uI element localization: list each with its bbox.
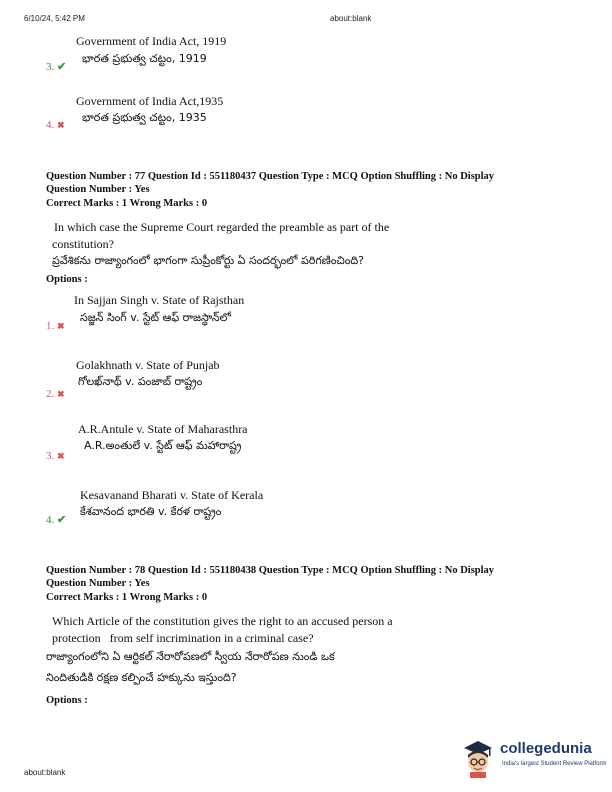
q78-question-te-line1: రాజ్యాంగంలోని ఏ ఆర్టికల్ నేరారోపణలో స్వీయ నేరారోపణ నుండి ఒక [46, 650, 335, 663]
q77-option-2-number [46, 388, 65, 400]
collegedunia-logo [460, 738, 610, 778]
q77-option-3-en: A.R.Antule v. State of Maharasthra [78, 422, 248, 436]
q78-meta-line2: Question Number : Yes [46, 578, 150, 589]
print-footer-url: about:blank [24, 768, 66, 777]
q78-meta-line1: Question Number : 78 Question Id : 551180438 Question Type : MCQ Option Shuffling : No Display [46, 565, 495, 576]
q77-question-te: ప్రవేశికను రాజ్యాంగంలో భాగంగా సుప్రీంకోర్టు ఏ సందర్భంలో పరిగణించింది? [52, 254, 365, 267]
cross-icon: ✖ [57, 389, 65, 399]
option-number: 3. [46, 61, 55, 73]
q77-option-2-en: Golakhnath v. State of Punjab [76, 358, 220, 372]
q77-option-4-te: కేశవానంద భారతి v. కేరళ రాష్ట్రం [80, 505, 222, 518]
q77-option-2-te: గోలఖ్‌నాథ్ v. పంజాబ్ రాష్ట్రం [78, 375, 203, 388]
cross-icon: ✖ [57, 321, 65, 331]
prev-option-3-te: భారత ప్రభుత్వ చట్టం, 1919 [82, 52, 207, 65]
prev-option-4-number [46, 119, 65, 131]
q77-option-3-number [46, 450, 65, 462]
q78-question-en-line2: protection from self incrimination in a criminal case? [52, 631, 314, 645]
q77-marks: Correct Marks : 1 Wrong Marks : 0 [46, 198, 208, 209]
q78-marks: Correct Marks : 1 Wrong Marks : 0 [46, 592, 208, 603]
option-number: 2. [46, 388, 55, 400]
check-icon: ✔ [57, 514, 67, 526]
prev-option-3-en: Government of India Act, 1919 [76, 34, 227, 48]
option-number: 4. [46, 514, 55, 526]
check-icon: ✔ [57, 61, 67, 73]
q77-options-label: Options : [46, 274, 88, 285]
print-url: about:blank [330, 14, 372, 23]
option-number: 1. [46, 320, 55, 332]
q77-meta-line2: Question Number : Yes [46, 184, 150, 195]
q78-options-label: Options : [46, 695, 88, 706]
prev-option-3-number [46, 60, 66, 73]
q77-meta-line1: Question Number : 77 Question Id : 551180437 Question Type : MCQ Option Shuffling : No Display [46, 171, 495, 182]
logo-tagline: India's largest Student Review Platform [502, 761, 607, 767]
q77-option-1-en: In Sajjan Singh v. State of Rajsthan [74, 293, 245, 307]
q77-question-en-line2: constitution? [52, 237, 114, 251]
mascot-icon [460, 738, 496, 778]
prev-option-4-te: భారత ప్రభుత్వ చట్టం, 1935 [82, 111, 207, 124]
q78-question-en-line1: Which Article of the constitution gives the right to an accused person a [52, 614, 393, 628]
q77-option-4-en: Kesavanand Bharati v. State of Kerala [80, 488, 264, 502]
logo-name: collegedunia [500, 740, 592, 757]
prev-option-4-en: Government of India Act,1935 [76, 94, 224, 108]
q78-question-te-line2: నిందితుడికి రక్షణ కల్పించే హక్కును ఇస్తుంది? [46, 671, 237, 684]
q77-question-en-line1: In which case the Supreme Court regarded the preamble as part of the [54, 220, 390, 234]
option-number: 4. [46, 119, 55, 131]
q77-option-1-number [46, 320, 65, 332]
print-timestamp: 6/10/24, 5:42 PM [24, 14, 85, 23]
option-number: 3. [46, 450, 55, 462]
cross-icon: ✖ [57, 120, 65, 130]
q77-option-1-te: సజ్జన్ సింగ్ v. స్టేట్ ఆఫ్ రాజస్థాన్‌లో [80, 311, 231, 324]
cross-icon: ✖ [57, 451, 65, 461]
q77-option-3-te: A.R.అంతులే v. స్టేట్ ఆఫ్ మహారాష్ట్ర [84, 439, 242, 452]
q77-option-4-number [46, 513, 66, 526]
